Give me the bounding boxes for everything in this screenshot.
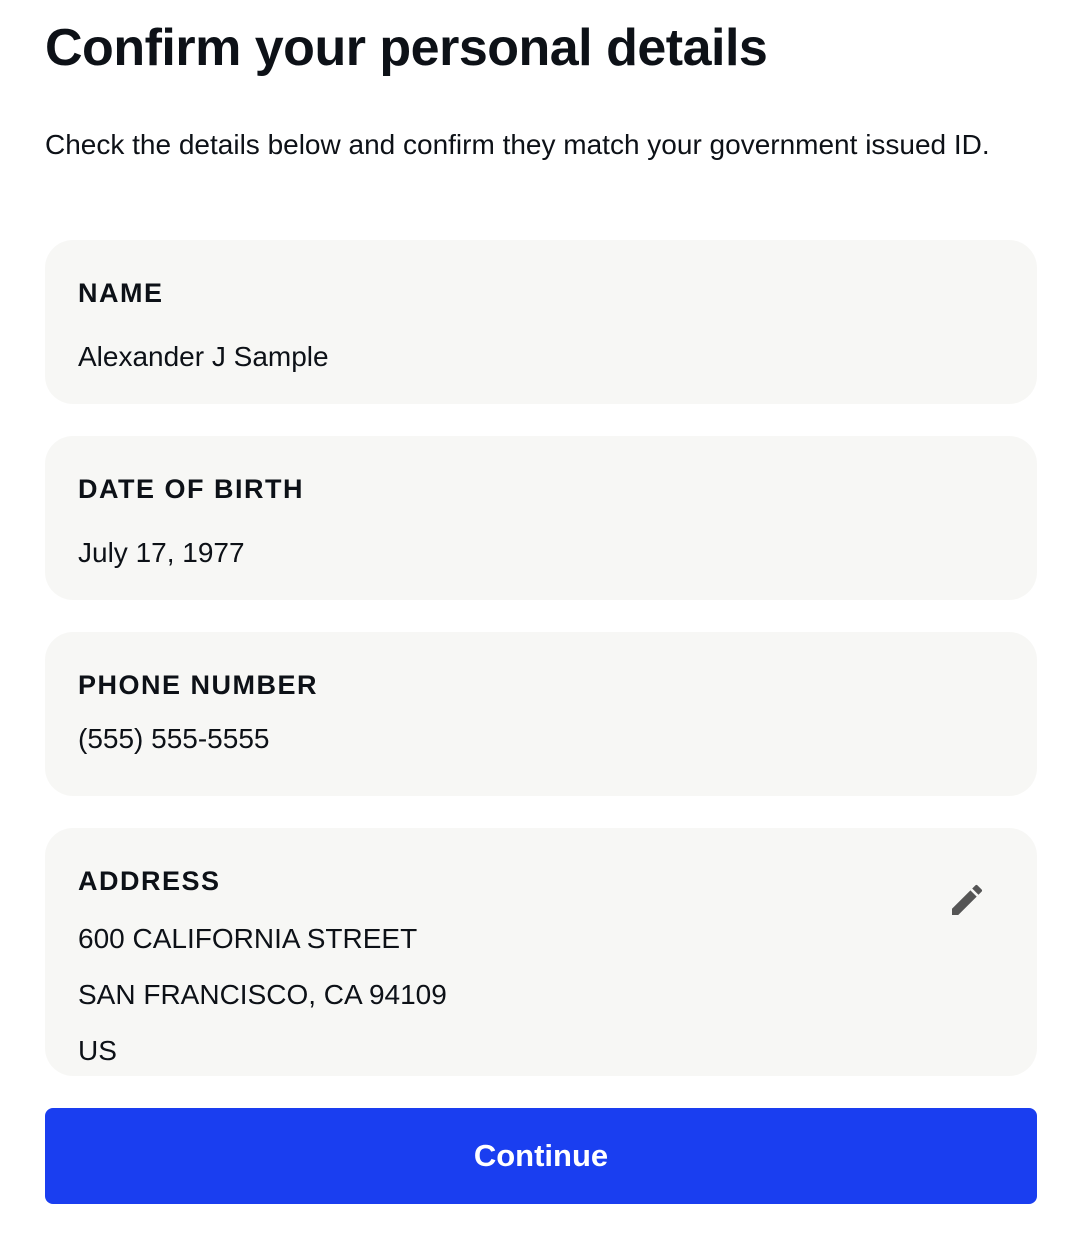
name-card xyxy=(45,240,1037,404)
phone-label: PHONE NUMBER xyxy=(78,670,319,700)
address-value xyxy=(78,918,447,1072)
phone-card xyxy=(45,632,1037,796)
address-label: ADDRESS xyxy=(78,866,221,896)
dob-label: DATE OF BIRTH xyxy=(78,474,304,504)
continue-button[interactable]: Continue xyxy=(45,1108,1037,1204)
address-card xyxy=(45,828,1037,1076)
dob-card xyxy=(45,436,1037,600)
address-line-2: SAN FRANCISCO, CA 94109 xyxy=(78,979,447,1010)
name-value: Alexander J Sample xyxy=(78,341,329,372)
name-label: NAME xyxy=(78,278,164,308)
page-title: Confirm your personal details xyxy=(45,19,768,77)
edit-address-button[interactable] xyxy=(947,880,987,920)
pencil-icon xyxy=(947,880,987,920)
dob-value: July 17, 1977 xyxy=(78,537,245,568)
address-line-1: 600 CALIFORNIA STREET xyxy=(78,923,418,954)
page-subtitle: Check the details below and confirm they match your government issued ID. xyxy=(45,129,990,160)
address-line-3: US xyxy=(78,1035,117,1066)
phone-value: (555) 555-5555 xyxy=(78,723,270,754)
